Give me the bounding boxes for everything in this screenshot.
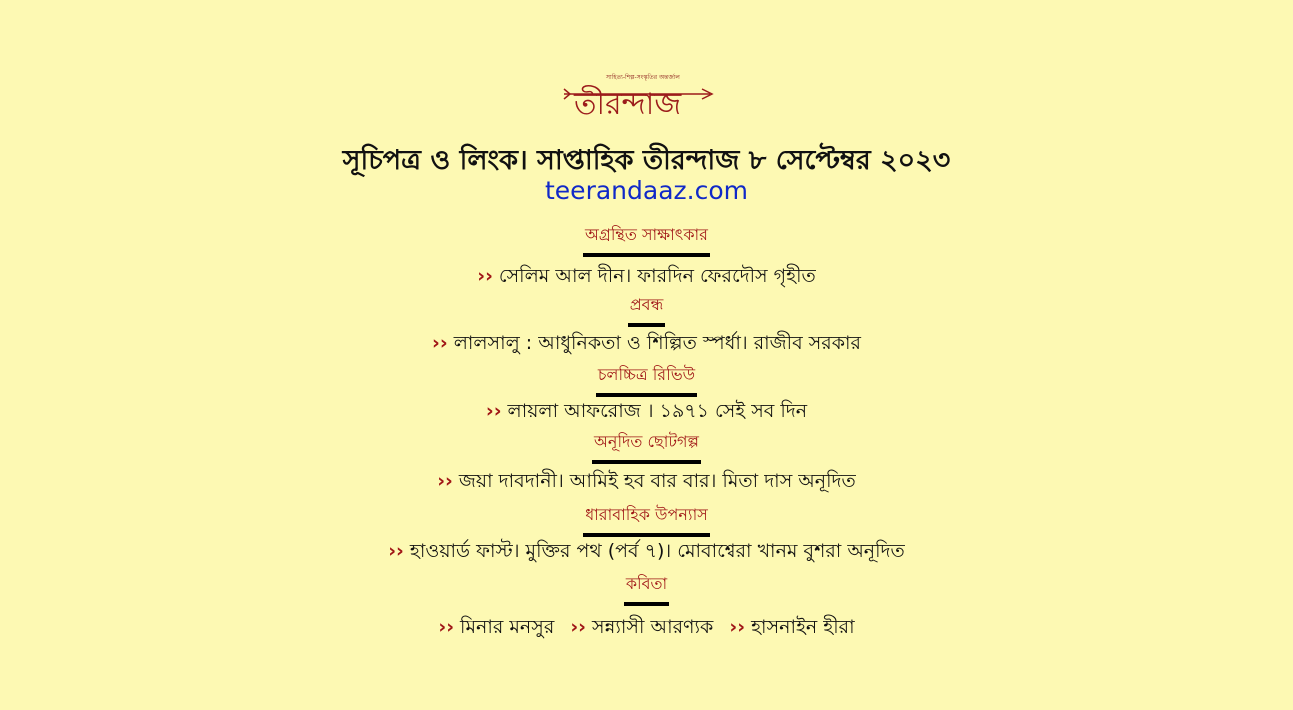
section-heading-serial-novel [0,502,1293,537]
section-label: অগ্রন্থিত সাক্ষাৎকার [583,222,710,257]
double-chevron-icon: ›› [729,616,746,638]
double-chevron-icon: ›› [438,616,455,638]
entry-link[interactable]: সেলিম আল দীন। ফারদিন ফেরদৌস গৃহীত [498,265,816,287]
poet-link[interactable]: সন্ন্যাসী আরণ্যক [592,616,714,638]
poet-link[interactable]: মিনার মনসুর [460,616,555,638]
list-item[interactable] [0,329,1293,361]
section-heading-essay [0,292,1293,327]
section-heading-interview [0,222,1293,257]
entry-link[interactable]: লালসালু : আধুনিকতা ও শিল্পিত স্পর্ধা। রাজীব সরকার [453,332,861,354]
list-item [0,613,1293,645]
double-chevron-icon: ›› [432,332,448,354]
double-chevron-icon: ›› [485,400,502,422]
page-title: সূচিপত্র ও লিংক। সাপ্তাহিক তীরন্দাজ ৮ সেপ্টেম্বর ২০২৩ [342,145,951,176]
double-chevron-icon: ›› [477,265,493,287]
entry-link[interactable]: জয়া দাবদানী। আমিই হব বার বার। মিতা দাস অনূদিত [458,470,856,492]
entry-link[interactable]: লায়লা আফরোজ । ১৯৭১ সেই সব দিন [507,400,808,422]
list-item[interactable] [0,537,1293,569]
section-label: চলচ্চিত্র রিভিউ [596,362,697,397]
double-chevron-icon: ›› [570,616,586,638]
section-label: ধারাবাহিক উপন্যাস [583,502,710,537]
double-chevron-icon: ›› [388,540,404,562]
section-heading-film-review [0,362,1293,397]
list-item[interactable] [0,467,1293,499]
teerandaaz-logo [560,68,720,128]
list-item[interactable] [0,262,1293,294]
section-heading-translated-story [0,429,1293,464]
double-chevron-icon: ›› [437,470,453,492]
poet-link[interactable]: হাসনাইন হীরা [751,616,855,638]
logo-tagline: সাহিত্য-শিল্প-সংস্কৃতির অন্তর্জাল [606,74,680,81]
section-heading-poetry [0,571,1293,606]
section-label: প্রবন্ধ [628,292,666,327]
site-link[interactable]: teerandaaz.com [545,176,748,205]
list-item[interactable] [0,397,1293,429]
entry-link[interactable]: হাওয়ার্ড ফাস্ট। মুক্তির পথ (পর্ব ৭)। মোবাশ্বেরা খানম বুশরা অনূদিত [409,540,905,562]
section-label: কবিতা [624,571,669,606]
logo-wordmark: তীরন্দাজ [574,87,682,122]
section-label: অনূদিত ছোটগল্প [592,429,701,464]
